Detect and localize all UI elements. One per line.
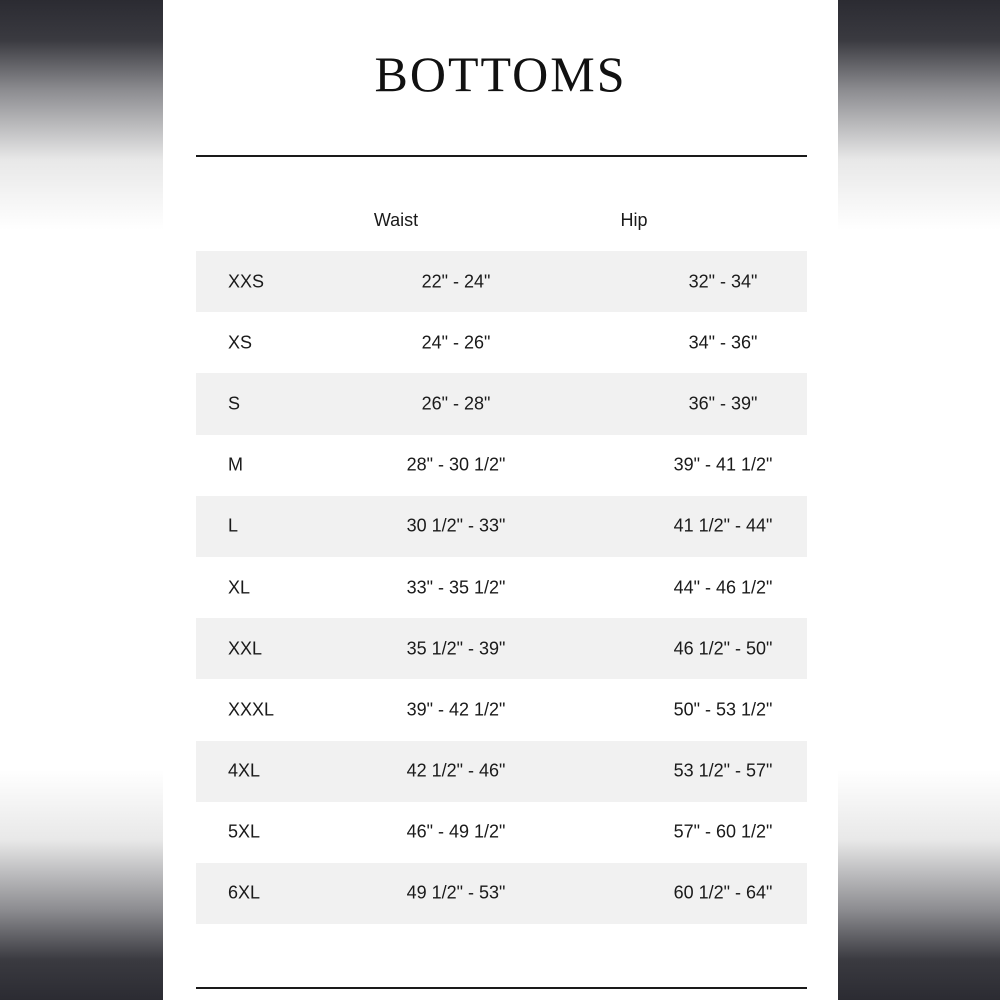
size-cell: XS [228,332,253,353]
table-row [196,679,807,740]
page-title: BOTTOMS [374,46,627,102]
right-blurred-border [838,0,1000,1000]
table-row [196,557,807,618]
size-cell: XXS [228,271,265,292]
table-row [196,741,807,802]
table-row [196,863,807,924]
waist-cell: 24" - 26" [421,332,491,353]
top-divider [196,155,807,157]
hip-cell: 44" - 46 1/2" [673,577,773,598]
table-body [196,251,807,924]
waist-cell: 26" - 28" [421,393,491,414]
hip-cell: 53 1/2" - 57" [673,760,773,781]
hip-cell: 39" - 41 1/2" [673,454,773,475]
size-cell: XXL [228,638,263,659]
waist-cell: 33" - 35 1/2" [406,577,506,598]
waist-cell: 35 1/2" - 39" [406,638,506,659]
size-chart-card [163,0,838,1000]
table-row [196,496,807,557]
hip-cell: 46 1/2" - 50" [673,638,773,659]
waist-cell: 49 1/2" - 53" [406,882,506,903]
waist-cell: 22" - 24" [421,271,491,292]
table-row [196,312,807,373]
size-cell: 5XL [228,821,261,842]
column-header-hip: Hip [620,210,648,230]
hip-cell: 50" - 53 1/2" [673,699,773,720]
size-cell: S [228,393,241,414]
waist-cell: 42 1/2" - 46" [406,760,506,781]
hip-cell: 34" - 36" [688,332,758,353]
size-table [196,190,807,924]
size-cell: XL [228,577,251,598]
table-row [196,373,807,434]
waist-cell: 46" - 49 1/2" [406,821,506,842]
waist-cell: 30 1/2" - 33" [406,515,506,536]
table-row [196,435,807,496]
size-cell: 6XL [228,882,261,903]
size-cell: XXXL [228,699,275,720]
hip-cell: 36" - 39" [688,393,758,414]
size-cell: L [228,515,239,536]
hip-cell: 32" - 34" [688,271,758,292]
size-cell: M [228,454,243,475]
bottom-divider [196,987,807,989]
size-cell: 4XL [228,760,261,781]
waist-cell: 28" - 30 1/2" [406,454,506,475]
hip-cell: 41 1/2" - 44" [673,515,773,536]
column-header-waist: Waist [373,210,419,230]
table-header-row [196,190,807,251]
waist-cell: 39" - 42 1/2" [406,699,506,720]
hip-cell: 60 1/2" - 64" [673,882,773,903]
left-blurred-border [0,0,163,1000]
hip-cell: 57" - 60 1/2" [673,821,773,842]
table-row [196,251,807,312]
table-row [196,802,807,863]
table-row [196,618,807,679]
